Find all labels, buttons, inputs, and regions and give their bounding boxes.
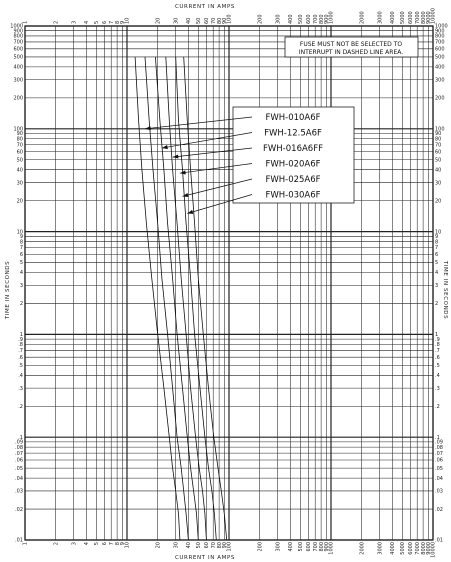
y-tick-label-left-14: 50 — [16, 157, 23, 164]
x-tick-label-bottom-3: 4 — [84, 542, 91, 546]
y-tick-label-left-28: .9 — [18, 336, 23, 343]
y-axis-title-left: TIME IN SECONDS — [5, 260, 11, 320]
x-tick-label-bottom-9: 10 — [124, 542, 131, 549]
legend-entry-1: FWH-010A6F — [265, 113, 321, 123]
y-tick-label-right-3: 700 — [435, 39, 445, 46]
y-tick-label-right-40: .06 — [435, 457, 443, 464]
y-tick-label-right-42: .04 — [435, 475, 443, 482]
x-tick-label-bottom-19: 200 — [257, 542, 264, 552]
y-tick-label-left-42: .04 — [15, 475, 23, 482]
y-tick-label-right-13: 60 — [435, 149, 442, 156]
x-tick-label-bottom-23: 600 — [306, 542, 313, 552]
y-tick-label-right-2: 800 — [435, 33, 445, 40]
y-tick-label-right-38: .08 — [435, 444, 443, 451]
legend-entry-2: FWH-12.5A6F — [264, 128, 322, 139]
x-tick-label-top-9: 10 — [124, 17, 131, 24]
x-tick-label-bottom-32: 6000 — [408, 542, 415, 555]
y-tick-label-right-23: 5 — [435, 260, 439, 267]
x-axis-title-bottom: CURRENT IN AMPS — [174, 555, 236, 561]
y-tick-label-left-39: .07 — [15, 450, 23, 457]
y-tick-label-left-26: 2 — [19, 301, 23, 308]
y-tick-label-right-8: 200 — [435, 95, 445, 102]
x-tick-label-top-2: 3 — [71, 20, 78, 24]
y-tick-label-right-15: 40 — [435, 167, 442, 174]
x-tick-label-top-31: 5000 — [399, 11, 406, 24]
x-tick-label-top-15: 70 — [210, 17, 217, 24]
y-tick-label-right-22: 6 — [435, 252, 439, 259]
y-tick-label-right-37: .09 — [435, 439, 443, 446]
y-tick-label-right-1: 900 — [435, 28, 445, 35]
x-tick-label-bottom-11: 30 — [173, 542, 180, 549]
x-tick-label-top-34: 8000 — [420, 11, 427, 24]
y-tick-label-right-33: .4 — [435, 373, 440, 380]
y-tick-label-right-26: 2 — [435, 301, 439, 308]
y-tick-label-right-34: .3 — [435, 385, 440, 392]
y-tick-label-left-7: 300 — [13, 77, 23, 84]
x-tick-label-top-17: 90 — [222, 17, 229, 24]
y-tick-label-left-41: .05 — [15, 465, 23, 472]
y-tick-label-left-8: 200 — [13, 95, 23, 102]
x-tick-label-top-24: 700 — [312, 14, 319, 24]
x-tick-label-bottom-24: 700 — [312, 542, 319, 552]
y-tick-label-right-11: 80 — [435, 136, 442, 143]
x-tick-label-bottom-12: 40 — [186, 542, 193, 549]
x-tick-label-bottom-0: 1 — [22, 542, 29, 546]
x-tick-label-bottom-25: 800 — [318, 542, 325, 552]
y-tick-label-left-2: 800 — [13, 33, 23, 40]
y-tick-label-left-30: .7 — [18, 348, 23, 355]
x-tick-label-bottom-21: 400 — [288, 542, 295, 552]
x-tick-label-bottom-10: 20 — [155, 542, 162, 549]
y-tick-label-left-22: 6 — [19, 252, 23, 259]
x-tick-label-bottom-29: 3000 — [377, 542, 384, 555]
x-tick-label-top-21: 400 — [288, 14, 295, 24]
x-tick-label-top-12: 40 — [186, 17, 193, 24]
x-tick-label-bottom-31: 5000 — [399, 542, 406, 555]
y-tick-label-right-31: .6 — [435, 354, 440, 361]
x-tick-label-top-14: 60 — [204, 17, 211, 24]
x-tick-label-top-22: 500 — [297, 14, 304, 24]
y-tick-labels-left — [10, 24, 23, 544]
x-tick-label-top-20: 300 — [275, 14, 282, 24]
y-tick-label-right-6: 400 — [435, 64, 445, 71]
x-tick-label-top-6: 7 — [108, 20, 115, 24]
legend-entry-4: FWH-020A6F — [265, 159, 321, 170]
x-tick-label-bottom-17: 90 — [222, 542, 229, 549]
x-tick-label-bottom-1: 2 — [53, 542, 60, 546]
y-tick-label-right-45: .01 — [435, 537, 443, 544]
x-tick-label-bottom-30: 4000 — [390, 542, 397, 555]
x-tick-label-top-30: 4000 — [390, 11, 397, 24]
x-axis-title-top: CURRENT IN AMPS — [174, 4, 236, 10]
y-tick-label-left-32: .5 — [18, 363, 23, 370]
x-tick-label-bottom-34: 8000 — [420, 542, 427, 555]
y-tick-label-left-9: 100 — [13, 126, 23, 133]
y-tick-label-left-44: .02 — [15, 506, 23, 513]
x-tick-label-top-4: 5 — [93, 20, 100, 24]
x-tick-label-top-7: 8 — [114, 20, 121, 24]
y-tick-label-right-36: .1 — [435, 434, 440, 441]
x-tick-label-bottom-18: 100 — [226, 542, 233, 552]
y-tick-label-right-43: .03 — [435, 488, 443, 495]
legend-arrowhead-1 — [145, 126, 151, 130]
x-tick-label-bottom-22: 500 — [297, 542, 304, 552]
y-tick-label-right-10: 90 — [435, 131, 442, 138]
y-tick-label-right-18: 10 — [435, 229, 442, 236]
x-tick-label-top-19: 200 — [257, 14, 264, 24]
y-tick-label-right-9: 100 — [435, 126, 445, 133]
y-tick-label-right-14: 50 — [435, 157, 442, 164]
legend-arrowhead-5 — [182, 193, 188, 197]
y-tick-label-right-5: 500 — [435, 54, 445, 61]
y-tick-label-left-17: 20 — [16, 198, 23, 205]
x-tick-label-top-35: 9000 — [426, 11, 433, 24]
x-tick-label-top-25: 800 — [318, 14, 325, 24]
x-tick-label-top-8: 9 — [120, 20, 127, 24]
y-tick-label-right-16: 30 — [435, 180, 442, 187]
y-tick-label-right-39: .07 — [435, 450, 443, 457]
x-tick-label-top-11: 30 — [173, 17, 180, 24]
y-tick-label-left-24: 4 — [19, 270, 23, 277]
y-tick-label-left-19: 9 — [19, 234, 23, 241]
y-axis-title-right: TIME IN SECONDS — [442, 260, 448, 320]
legend-entry-6: FWH-030A6F — [265, 190, 321, 201]
x-tick-label-bottom-2: 3 — [71, 542, 78, 546]
y-tick-label-left-40: .06 — [15, 457, 23, 464]
y-tick-label-left-20: 8 — [19, 239, 23, 246]
y-tick-label-right-21: 7 — [435, 245, 439, 252]
dashed-area-note — [285, 37, 418, 57]
y-tick-label-left-43: .03 — [15, 488, 23, 495]
x-tick-label-top-13: 50 — [195, 17, 202, 24]
y-tick-label-right-4: 600 — [435, 46, 445, 53]
x-tick-label-bottom-8: 9 — [120, 542, 127, 546]
x-tick-label-top-27: 1000 — [328, 11, 335, 24]
y-tick-label-left-33: .4 — [18, 373, 23, 380]
y-tick-label-right-20: 8 — [435, 239, 439, 246]
y-tick-label-left-1: 900 — [13, 28, 23, 35]
y-tick-label-left-10: 90 — [16, 131, 23, 138]
x-tick-label-top-18: 100 — [226, 14, 233, 24]
y-tick-label-right-44: .02 — [435, 506, 443, 513]
x-tick-label-top-29: 3000 — [377, 11, 384, 24]
y-tick-label-left-15: 40 — [16, 167, 23, 174]
x-tick-label-bottom-20: 300 — [275, 542, 282, 552]
x-tick-label-top-16: 80 — [216, 17, 223, 24]
x-tick-label-top-33: 7000 — [414, 11, 421, 24]
y-tick-label-left-11: 80 — [16, 136, 23, 143]
x-tick-label-bottom-13: 50 — [195, 542, 202, 549]
x-tick-label-bottom-35: 9000 — [426, 542, 433, 555]
y-tick-label-right-41: .05 — [435, 465, 443, 472]
chart-grid — [25, 26, 433, 540]
y-tick-label-right-29: .8 — [435, 342, 440, 349]
y-tick-label-right-0: 1000 — [435, 23, 448, 30]
legend-entry-5: FWH-025A6F — [265, 175, 321, 185]
y-tick-label-left-16: 30 — [16, 180, 23, 187]
y-tick-label-left-21: 7 — [19, 245, 23, 252]
x-tick-label-top-3: 4 — [84, 20, 91, 24]
x-tick-label-bottom-36: 10000 — [430, 542, 437, 558]
x-tick-label-bottom-7: 8 — [114, 542, 121, 546]
y-tick-label-right-28: .9 — [435, 336, 440, 343]
y-tick-label-left-45: .01 — [15, 537, 23, 544]
x-tick-label-top-26: 900 — [324, 14, 331, 24]
x-tick-label-bottom-15: 70 — [210, 542, 217, 549]
y-tick-label-right-32: .5 — [435, 363, 440, 370]
y-tick-label-left-4: 600 — [13, 46, 23, 53]
x-tick-label-bottom-4: 5 — [93, 542, 100, 546]
y-tick-label-left-36: .1 — [18, 434, 23, 441]
y-tick-label-left-5: 500 — [13, 54, 23, 61]
x-tick-label-top-32: 6000 — [408, 11, 415, 24]
y-tick-label-left-0: 1000 — [10, 23, 23, 30]
y-tick-label-left-31: .6 — [18, 354, 23, 361]
x-tick-label-top-10: 20 — [155, 17, 162, 24]
y-tick-label-left-3: 700 — [13, 39, 23, 46]
note-line-2: INTERRUPT IN DASHED LINE AREA. — [298, 49, 404, 56]
y-tick-label-right-12: 70 — [435, 142, 442, 149]
y-tick-label-left-37: .09 — [15, 439, 23, 446]
y-tick-label-left-34: .3 — [18, 385, 23, 392]
y-tick-label-left-18: 10 — [16, 229, 23, 236]
y-tick-label-right-17: 20 — [435, 198, 442, 205]
y-tick-label-left-13: 60 — [16, 149, 23, 156]
x-tick-label-bottom-33: 7000 — [414, 542, 421, 555]
legend — [145, 107, 354, 214]
y-tick-label-right-27: 1 — [435, 332, 439, 339]
y-tick-label-left-6: 400 — [13, 64, 23, 71]
legend-entry-3: FWH-016A6FF — [263, 144, 323, 154]
x-tick-label-top-36: 10000 — [430, 8, 437, 24]
y-tick-label-left-23: 5 — [19, 260, 23, 267]
y-tick-label-left-25: 3 — [19, 283, 23, 290]
y-tick-label-right-25: 3 — [435, 283, 439, 290]
y-tick-label-right-19: 9 — [435, 234, 439, 241]
x-tick-label-top-0: 1 — [22, 20, 29, 24]
y-tick-label-right-24: 4 — [435, 270, 439, 277]
y-tick-label-left-27: 1 — [19, 332, 23, 339]
legend-arrowhead-2 — [162, 145, 168, 149]
y-tick-label-right-7: 300 — [435, 77, 445, 84]
x-tick-label-top-1: 2 — [53, 20, 60, 24]
y-tick-label-right-35: .2 — [435, 403, 440, 410]
y-tick-label-left-29: .8 — [18, 342, 23, 349]
x-tick-label-bottom-26: 900 — [324, 542, 331, 552]
x-tick-label-bottom-16: 80 — [216, 542, 223, 549]
x-tick-label-top-28: 2000 — [359, 11, 366, 24]
x-tick-label-bottom-28: 2000 — [359, 542, 366, 555]
legend-leader-6 — [187, 195, 252, 214]
y-tick-label-right-30: .7 — [435, 348, 440, 355]
x-tick-label-top-5: 6 — [102, 20, 109, 24]
x-tick-label-bottom-14: 60 — [204, 542, 211, 549]
x-tick-labels-top — [23, 8, 437, 24]
note-line-1: FUSE MUST NOT BE SELECTED TO — [299, 41, 403, 48]
x-tick-label-bottom-27: 1000 — [328, 542, 335, 555]
y-tick-label-left-38: .08 — [15, 444, 23, 451]
x-tick-label-bottom-6: 7 — [108, 542, 115, 546]
y-tick-label-left-35: .2 — [18, 403, 23, 410]
x-tick-label-top-23: 600 — [306, 14, 313, 24]
x-tick-label-bottom-5: 6 — [102, 542, 109, 546]
y-tick-label-left-12: 70 — [16, 142, 23, 149]
